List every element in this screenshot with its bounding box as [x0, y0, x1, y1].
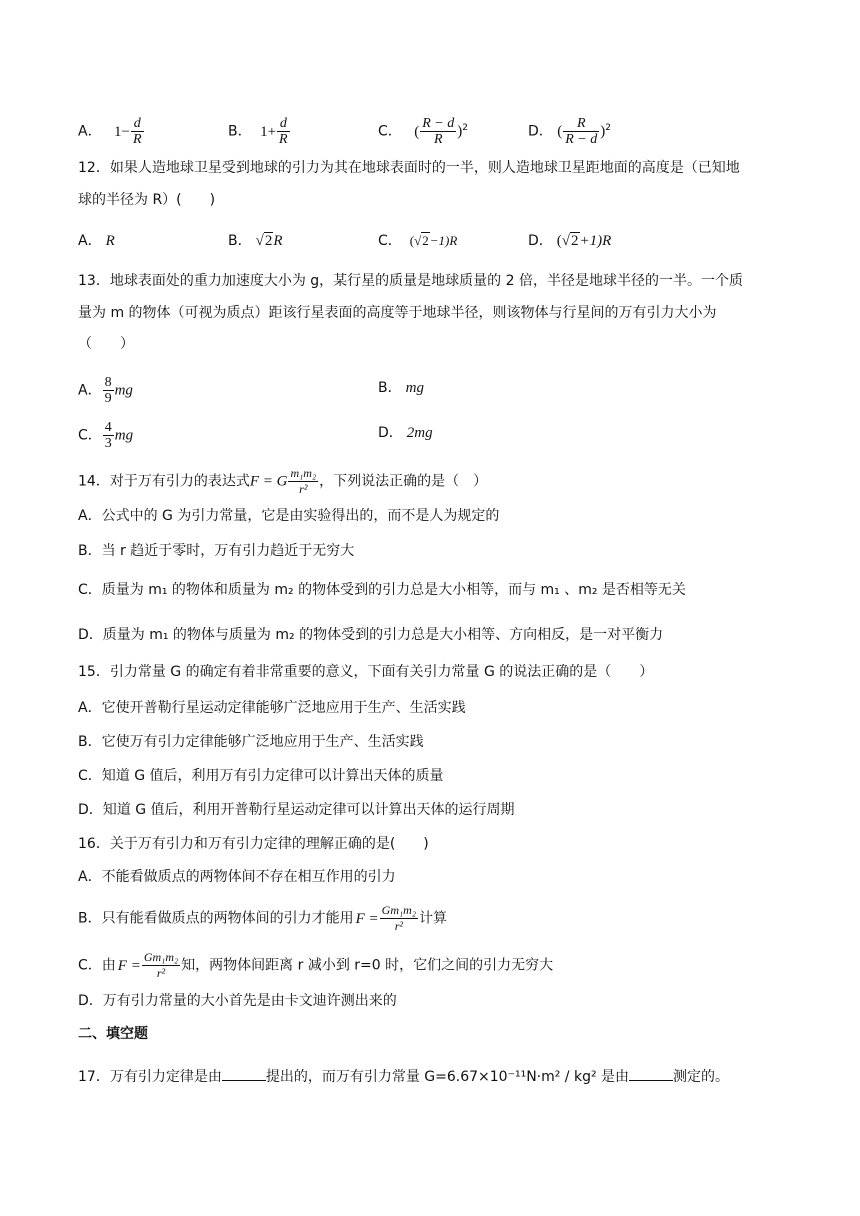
q11-option-a [78, 116, 145, 147]
q11-option-d: D． ( $\frac{R}{R - d}$ )$^2$ [528, 116, 611, 147]
option-label: C． [378, 123, 402, 140]
q14-option-a: A．公式中的 G 为引力常量，它是由实验得出的，而不是人为规定的 [78, 508, 500, 524]
denominator: 9 [104, 391, 112, 406]
q12-option-b: B． √2R [228, 233, 283, 249]
answer-blank[interactable] [629, 1066, 673, 1081]
q16-option-c [78, 950, 553, 981]
fraction [420, 116, 456, 147]
formula-fraction [380, 903, 418, 934]
option-value: R [105, 233, 115, 249]
q13-option-a [78, 375, 133, 406]
q12-stem-line2: 球的半径为 R）( ) [78, 192, 216, 208]
numerator: m₁m₂ [290, 466, 317, 480]
q13-option-b [378, 378, 424, 398]
expr-prefix: 1+ [260, 123, 277, 140]
q16-stem: 16．关于万有引力和万有引力定律的理解正确的是( ) [78, 836, 429, 852]
formula-fraction [142, 950, 180, 981]
denominator: R [133, 132, 142, 147]
formula-lhs: F = [117, 957, 141, 974]
option-label: D． [378, 425, 403, 441]
option-value: mg [405, 380, 424, 396]
stem-text: 测定的。 [673, 1069, 730, 1085]
option-value: −1)R [429, 233, 458, 248]
q11-option-b [228, 116, 291, 147]
fraction [131, 116, 144, 147]
denominator: 3 [104, 436, 112, 451]
option-text: 知，两物体间距离 r 减小到 r=0 时，它们之间的引力无穷大 [181, 957, 554, 974]
q15-option-d: D．知道 G 值后，利用开普勒行星运动定律可以计算出天体的运行周期 [78, 802, 515, 818]
q14-stem [78, 466, 487, 497]
option-label: A． [78, 123, 102, 140]
answer-blank[interactable] [222, 1066, 266, 1081]
numerator: d [131, 116, 144, 132]
q16-option-b [78, 903, 447, 934]
formula-lhs: F = G [249, 473, 288, 490]
radicand: 2 [571, 233, 579, 249]
denominator: r² [299, 482, 308, 496]
option-text: C．由 [78, 957, 116, 974]
option-value: R [273, 233, 283, 249]
q13-option-c [78, 420, 133, 451]
q13-stem-line3: （ ） [78, 336, 134, 352]
denominator: R [433, 132, 443, 147]
exponent: 2 [605, 122, 611, 133]
denominator: R − d [565, 132, 598, 147]
q15-stem: 15．引力常量 G 的确定有着非常重要的意义，下面有关引力常量 G 的说法正确的是（ ） [78, 664, 654, 680]
option-label: A． [78, 233, 102, 249]
q15-option-a: A．它使开普勒行星运动定律能够广泛地应用于生产、生活实践 [78, 700, 466, 716]
numerator: 4 [104, 420, 112, 435]
q12-stem-line1: 12．如果人造地球卫星受到地球的引力为其在地球表面时的一半，则人造地球卫星距地面的高度是（已知地 [78, 160, 740, 176]
q14-option-d: D．质量为 m₁ 的物体与质量为 m₂ 的物体受到的引力总是大小相等、方向相反，是一对平衡力 [78, 627, 664, 643]
q12-option-a [78, 231, 115, 251]
q15-option-b: B．它使万有引力定律能够广泛地应用于生产、生活实践 [78, 734, 424, 750]
fraction [103, 375, 114, 406]
option-value: mg [114, 427, 134, 444]
option-label: B． [378, 380, 402, 396]
q13-option-d [378, 423, 433, 443]
numerator: 8 [104, 375, 112, 390]
option-label: B． [228, 123, 252, 140]
expr-prefix: 1− [114, 123, 130, 140]
option-label: A． [78, 382, 102, 399]
stem-text: ，下列说法正确的是（ ） [319, 473, 488, 490]
option-value: mg [114, 382, 133, 399]
stem-text: 14．对于万有引力的表达式 [78, 473, 250, 490]
fraction [563, 116, 599, 147]
q17-stem [78, 1066, 729, 1087]
exponent: 2 [462, 122, 468, 133]
section-heading: 二、填空题 [78, 1026, 148, 1042]
formula-fraction [288, 466, 318, 497]
denominator: r² [156, 966, 166, 980]
q13-stem-line1: 13．地球表面处的重力加速度大小为 g，某行星的质量是地球质量的 2 倍，半径是地球半径的一半。一个质 [78, 273, 743, 289]
q13-stem-line2: 量为 m 的物体（可视为质点）距该行星表面的高度等于地球半径，则该物体与行星间的万有引力大小为 [78, 305, 717, 321]
q16-option-d: D．万有引力常量的大小首先是由卡文迪许测出来的 [78, 993, 397, 1009]
numerator: d [277, 116, 290, 132]
denominator: R [279, 132, 288, 147]
stem-text: 提出的，而万有引力常量 G=6.67×10⁻¹¹N·m² / kg² 是由 [265, 1069, 630, 1085]
option-text: B．只有能看做质点的两物体间的引力才能用 [78, 910, 354, 927]
option-label: D． [528, 233, 553, 249]
q15-option-c: C．知道 G 值后，利用万有引力定律可以计算出天体的质量 [78, 768, 444, 784]
option-label: C． [378, 233, 402, 249]
numerator: R − d [422, 116, 455, 131]
q16-option-a: A．不能看做质点的两物体间不存在相互作用的引力 [78, 869, 396, 885]
fraction [277, 116, 290, 147]
q14-option-c: C．质量为 m₁ 的物体和质量为 m₂ 的物体受到的引力总是大小相等，而与 m₁ 、m₂ 是否相等无关 [78, 582, 686, 598]
numerator: Gm₁m₂ [143, 950, 179, 964]
numerator: Gm₁m₂ [381, 903, 416, 917]
fraction [103, 420, 114, 451]
option-label: B． [228, 233, 252, 249]
option-value: +1)R [579, 233, 612, 249]
q14-option-b: B．当 r 趋近于零时，万有引力趋近于无穷大 [78, 543, 355, 559]
radicand: 2 [422, 233, 429, 248]
numerator: R [563, 116, 599, 132]
option-text: 计算 [419, 910, 447, 927]
q12-option-c: C． (√2−1)R [378, 233, 458, 249]
option-label: C． [78, 427, 102, 444]
formula-lhs: F = [355, 910, 379, 927]
q11-option-c: C． ( $\frac{R - d}{R}$ )$^2$ [378, 116, 468, 147]
option-value: 2mg [406, 425, 433, 441]
option-label: D． [528, 123, 553, 140]
q12-option-d: D． (√2+1)R [528, 233, 612, 249]
denominator: r² [394, 919, 403, 933]
radicand: 2 [264, 233, 273, 249]
stem-text: 17．万有引力定律是由 [78, 1069, 222, 1085]
